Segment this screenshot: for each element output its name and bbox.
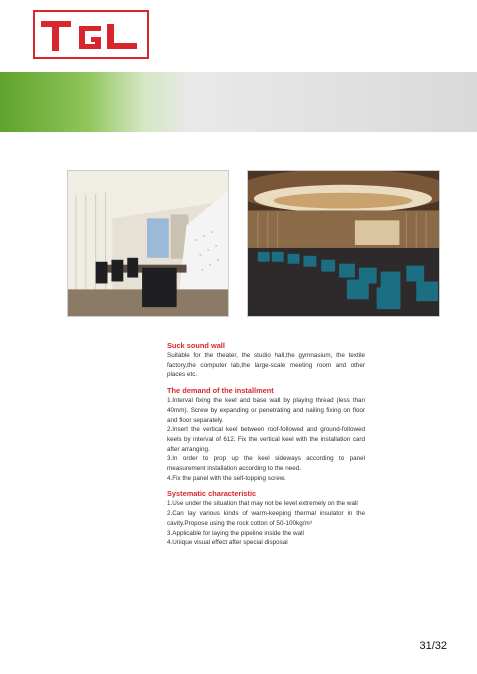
page-number: 31/32: [419, 640, 447, 652]
brand-logo: [33, 10, 149, 59]
section-line: Suitable for the theater, the studio hall,the gymnasium, the textile factory,the computer lab,the large-scale meeting room and other places etc.: [167, 352, 365, 379]
section-title: Suck sound wall: [167, 341, 225, 350]
section-characteristic: [167, 489, 365, 548]
section-line: 1.Use under the situation that may not be level extremely on the wall: [167, 500, 358, 508]
section-title: Systematic characteristic: [167, 489, 257, 499]
section-title: The demand of the installment: [167, 386, 274, 396]
meeting-room-photo: [67, 170, 229, 317]
section-installment: [167, 386, 365, 483]
section-line: 2.Insert the vertical keel between roof-followed and ground-followed keels by interval of 612. Fix the vertical keel with the installation card after arranging.: [167, 426, 365, 453]
section-line: 2.Can lay various kinds of warm-keeping thermal insulator in the cavity.Propose using the rock cotton of 50-100kg/m³: [167, 510, 365, 527]
section-line: 4.Fix the panel with the self-topping screw.: [167, 474, 286, 482]
section-line: 3.In order to prop up the keel sideways according to panel measurement installation according to the need.: [167, 455, 365, 473]
tgl-logo-graphic: [39, 16, 143, 54]
auditorium-photo: [247, 170, 440, 317]
description-content: [167, 341, 365, 554]
section-line: 1.Interval fixing the keel and base wall by playing thread (less than 40mm). Screw by expanding or penetrating and nailing fixing on floor and floor separately.: [167, 397, 365, 424]
section-suck-sound-wall: [167, 341, 365, 380]
section-line: 3.Applicable for laying the pipeline inside the wall: [167, 529, 304, 537]
section-line: 4.Unique visual effect after special disposal: [167, 539, 288, 547]
green-banner: [0, 72, 477, 132]
